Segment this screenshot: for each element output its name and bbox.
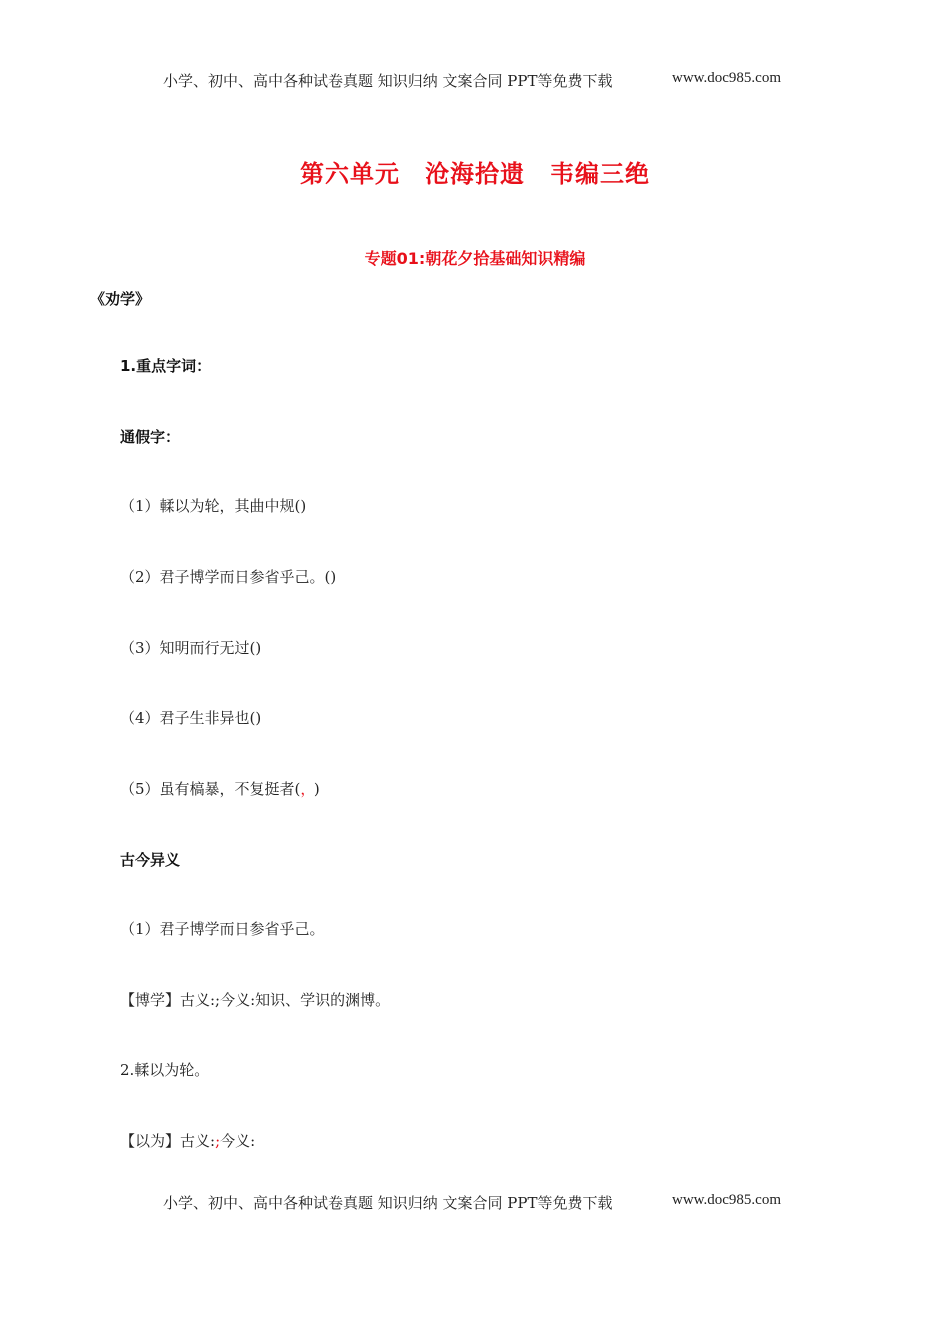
page-footer	[163, 1192, 613, 1213]
yiwei-jinyi: 今义:	[220, 1132, 256, 1150]
boxue-line: 【博学】古义:;今义:知识、学识的渊博。	[120, 991, 391, 1009]
gujin-item-1: （1）君子博学而日参省乎己。	[120, 920, 325, 938]
tongjiazi-item-5-close: )	[313, 780, 320, 798]
page-title: 第六单元 沧海拾遗 韦编三绝	[300, 160, 650, 188]
item-2: 2.輮以为轮。	[120, 1061, 210, 1079]
tongjiazi-item-5	[120, 778, 320, 799]
page-subtitle: 专题01:朝花夕拾基础知识精编	[364, 249, 586, 268]
tongjiazi-item-4: （4）君子生非异也()	[120, 709, 262, 727]
page-header	[163, 70, 613, 91]
tongjiazi-item-3: （3）知明而行无过()	[120, 639, 262, 657]
key-words-heading: 1.重点字词：	[120, 357, 212, 375]
header-text: 小学、初中、高中各种试卷真题 知识归纳 文案合同 PPT等免费下载	[163, 72, 613, 90]
tongjiazi-heading: 通假字：	[120, 428, 181, 446]
tongjiazi-item-5-text: （5）虽有槁暴，不复挺者(	[120, 780, 301, 798]
yiwei-semicolon: ;	[215, 1132, 221, 1150]
header-site-link[interactable]: www.doc985.com	[672, 70, 782, 86]
tongjiazi-item-5-comma: ，	[300, 780, 308, 798]
footer-site-link[interactable]: www.doc985.com	[672, 1192, 782, 1208]
tongjiazi-item-2: （2）君子博学而日参省乎己。()	[120, 568, 337, 586]
section-title: 《劝学》	[90, 290, 151, 308]
yiwei-line	[120, 1130, 255, 1151]
tongjiazi-item-1: （1）輮以为轮，其曲中规()	[120, 497, 307, 515]
gujin-heading: 古今异义	[120, 851, 181, 869]
yiwei-text: 【以为】古义:	[120, 1132, 216, 1150]
footer-text: 小学、初中、高中各种试卷真题 知识归纳 文案合同 PPT等免费下载	[163, 1194, 613, 1212]
